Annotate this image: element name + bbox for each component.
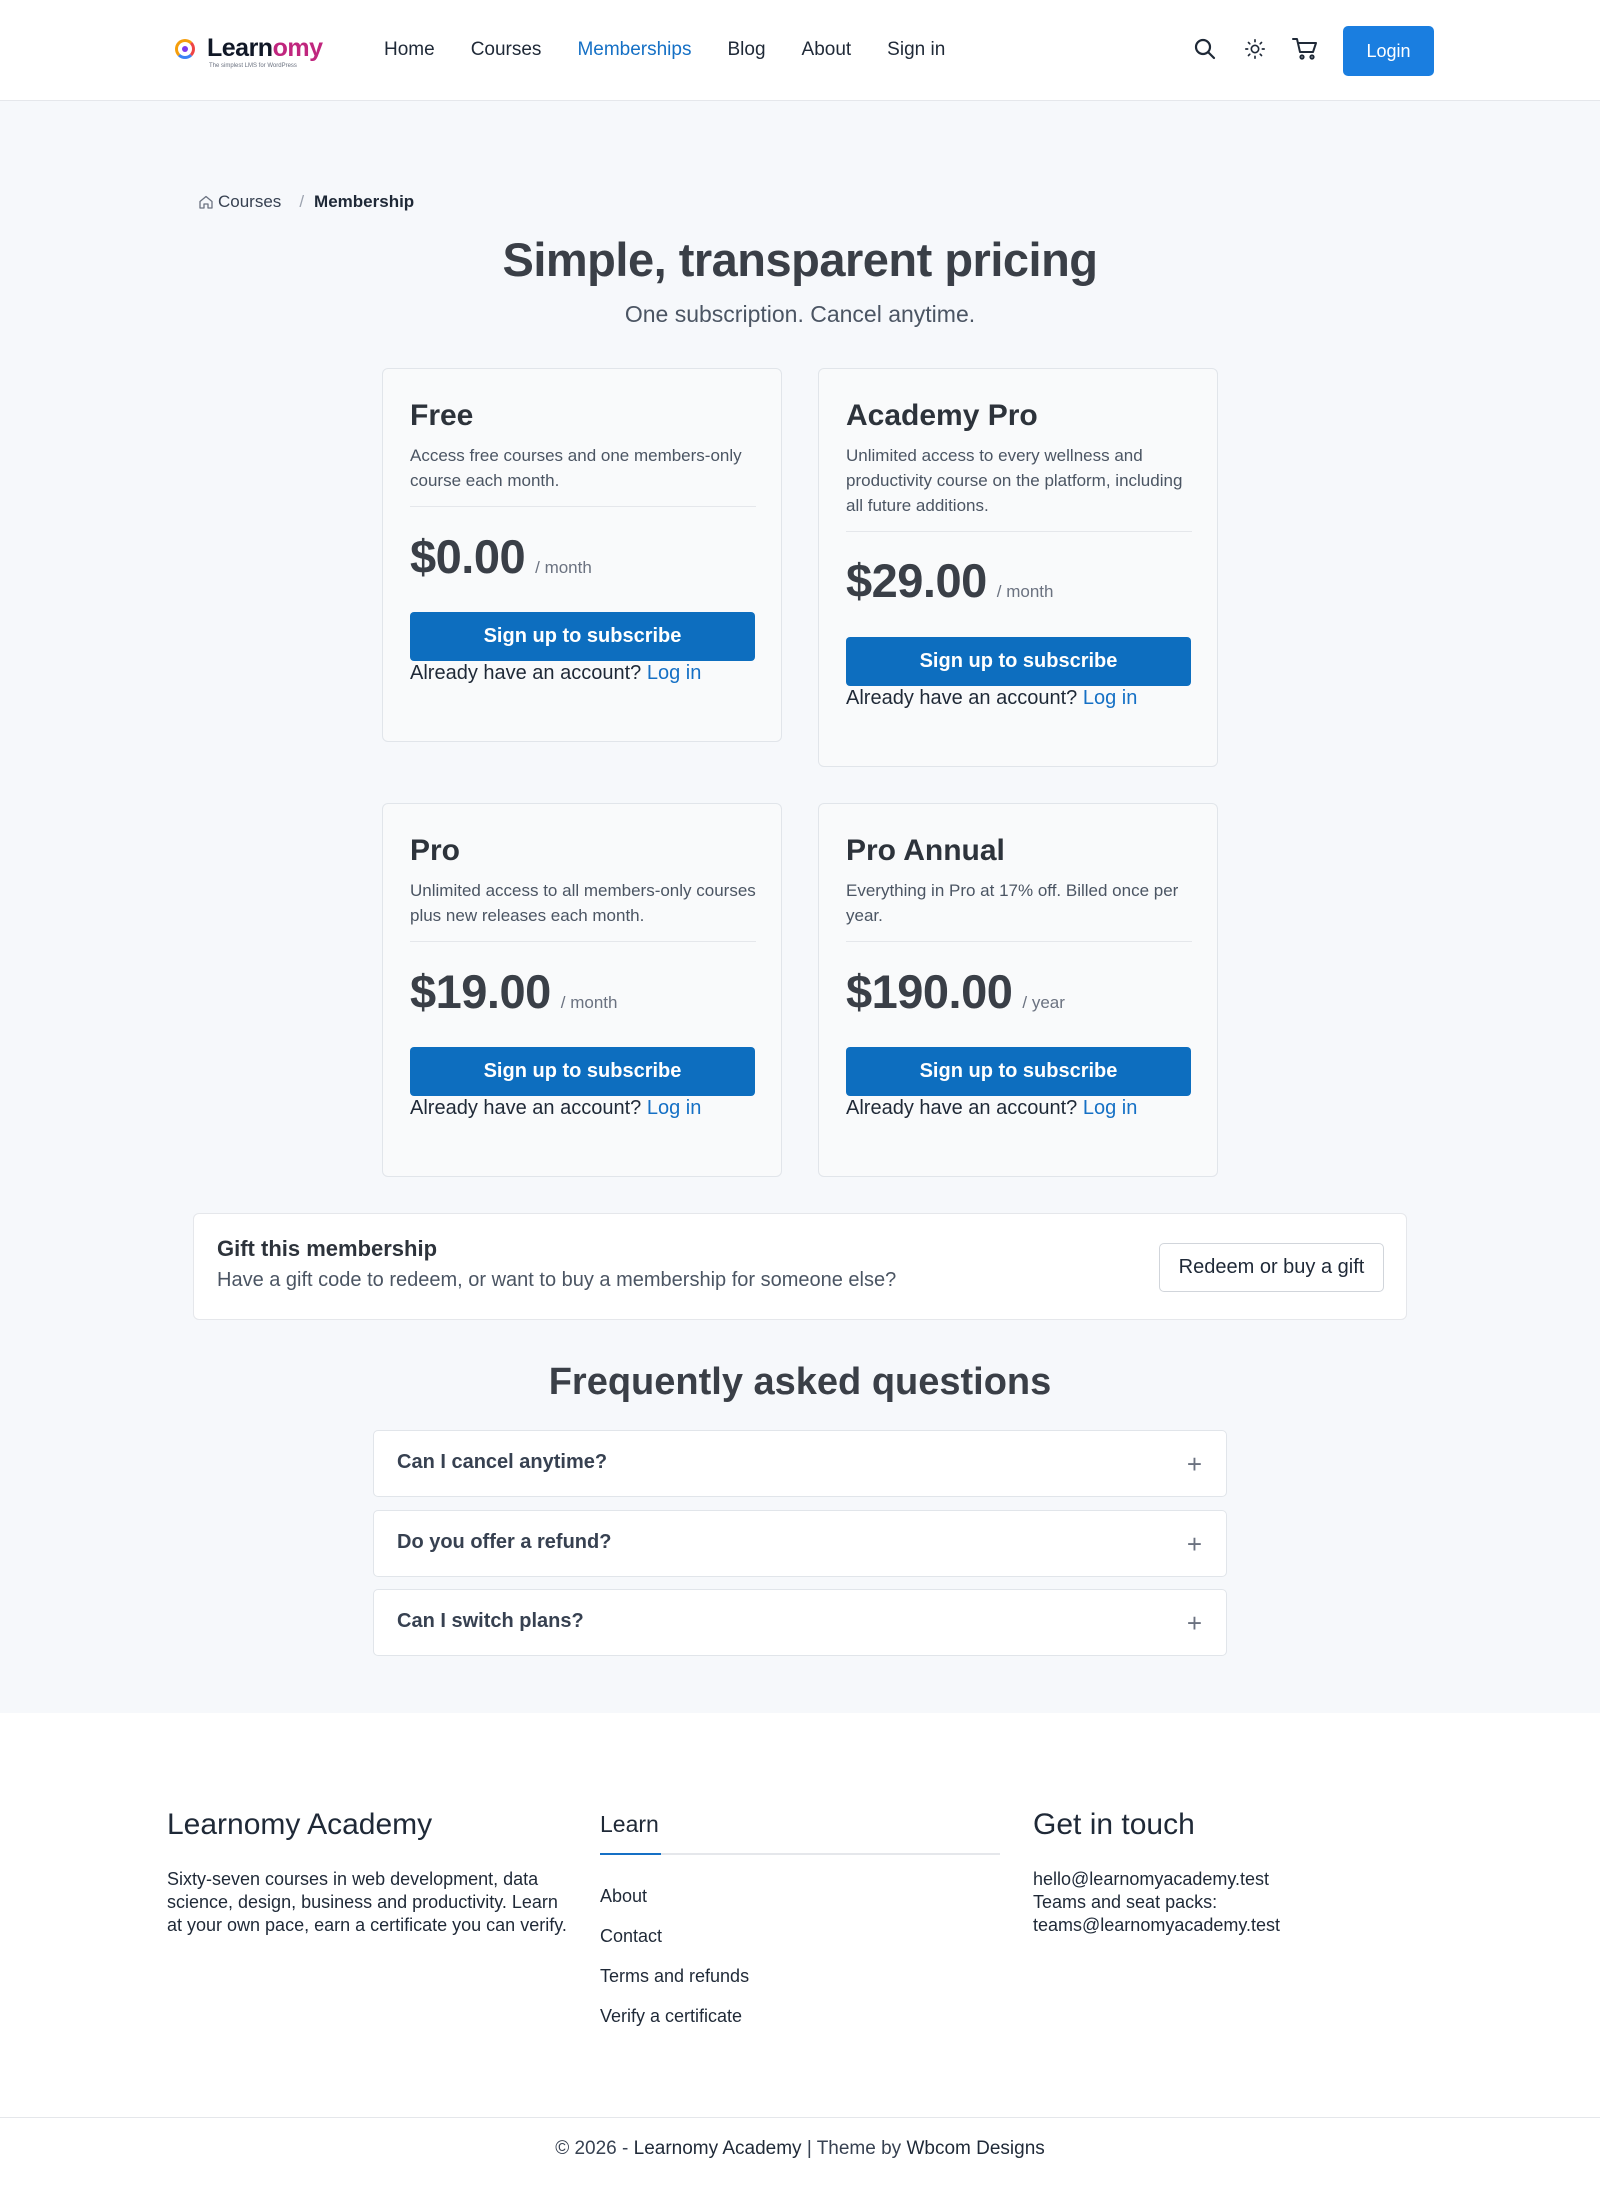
nav-home[interactable]: Home bbox=[384, 39, 435, 60]
header-actions bbox=[1190, 34, 1340, 64]
faq-item[interactable] bbox=[373, 1510, 1227, 1577]
redeem-gift-button[interactable]: Redeem or buy a gift bbox=[1159, 1243, 1384, 1292]
search-icon[interactable] bbox=[1190, 34, 1220, 64]
login-link[interactable]: Log in bbox=[646, 1097, 702, 1119]
contact-teams-label: Teams and seat packs: bbox=[1033, 1892, 1218, 1912]
breadcrumb-courses[interactable]: Courses bbox=[218, 192, 282, 211]
faq-question: Do you offer a refund? bbox=[397, 1531, 612, 1553]
main-content bbox=[0, 101, 1600, 1713]
plan-period: / month bbox=[996, 582, 1054, 601]
nav-blog[interactable]: Blog bbox=[727, 39, 766, 60]
footer-contact-title: Get in touch bbox=[1033, 1808, 1195, 1841]
breadcrumb-separator: / bbox=[299, 192, 305, 211]
account-prompt: Already have an account? Log in bbox=[410, 1097, 702, 1119]
plan-price: $29.00 bbox=[846, 554, 987, 607]
footer-brand-description: Sixty-seven courses in web development, data science, design, business and productivity. Learn at your own pace, earn a certificate you can verify. bbox=[167, 1869, 567, 1935]
faq-question: Can I switch plans? bbox=[397, 1610, 584, 1632]
plan-divider bbox=[846, 531, 1192, 532]
account-prompt: Already have an account? Log in bbox=[846, 687, 1138, 709]
plan-card-academy-pro bbox=[818, 368, 1218, 767]
plan-price: $0.00 bbox=[410, 530, 526, 583]
plus-icon[interactable]: + bbox=[1186, 1449, 1202, 1479]
plan-price-row bbox=[846, 964, 1065, 1019]
logo-icon bbox=[175, 39, 195, 59]
subscribe-button[interactable]: Sign up to subscribe bbox=[846, 637, 1191, 686]
plan-period: / month bbox=[535, 558, 592, 577]
footer-learn-title: Learn bbox=[600, 1811, 659, 1837]
faq-question: Can I cancel anytime? bbox=[397, 1451, 608, 1473]
footer-learn-links bbox=[600, 1876, 749, 2036]
plan-description: Unlimited access to all members-only courses plus new releases each month. bbox=[410, 881, 756, 925]
footer-link-verify[interactable]: Verify a certificate bbox=[600, 2006, 743, 2026]
footer-contact bbox=[1033, 1868, 1280, 1937]
plan-name: Pro Annual bbox=[846, 834, 1005, 867]
plan-divider bbox=[846, 941, 1192, 942]
plan-price-row bbox=[410, 964, 617, 1019]
subscribe-button[interactable]: Sign up to subscribe bbox=[410, 1047, 755, 1096]
footer-link-contact[interactable]: Contact bbox=[600, 1926, 663, 1946]
nav-courses[interactable]: Courses bbox=[470, 39, 542, 60]
plan-description: Unlimited access to every wellness and productivity course on the platform, including all future additions. bbox=[846, 446, 1183, 515]
page-subtitle: One subscription. Cancel anytime. bbox=[624, 301, 976, 327]
cart-icon[interactable] bbox=[1290, 34, 1320, 64]
login-button[interactable]: Login bbox=[1343, 26, 1434, 76]
breadcrumb-current: Membership bbox=[314, 192, 415, 211]
plan-name: Academy Pro bbox=[846, 399, 1038, 432]
plan-divider bbox=[410, 506, 756, 507]
login-link[interactable]: Log in bbox=[1082, 1097, 1138, 1119]
footer-link-terms[interactable]: Terms and refunds bbox=[600, 1966, 750, 1986]
gift-subtitle: Have a gift code to redeem, or want to buy a membership for someone else? bbox=[217, 1269, 897, 1291]
plus-icon[interactable]: + bbox=[1186, 1529, 1202, 1559]
main-nav bbox=[384, 38, 981, 62]
plan-card-free bbox=[382, 368, 782, 742]
copyright-brand[interactable]: Learnomy Academy bbox=[633, 2138, 802, 2159]
plus-icon[interactable]: + bbox=[1186, 1608, 1202, 1638]
logo-tagline: The simplest LMS for WordPress bbox=[209, 63, 297, 69]
plan-description: Access free courses and one members-only course each month. bbox=[410, 446, 742, 490]
nav-about[interactable]: About bbox=[801, 39, 852, 60]
nav-memberships[interactable]: Memberships bbox=[577, 39, 692, 60]
subscribe-button[interactable]: Sign up to subscribe bbox=[410, 612, 755, 661]
gift-title: Gift this membership bbox=[217, 1236, 438, 1261]
nav-sign-in[interactable]: Sign in bbox=[887, 39, 946, 60]
faq-title: Frequently asked questions bbox=[548, 1361, 1052, 1403]
logo-text: Learnomy bbox=[207, 34, 323, 62]
account-prompt: Already have an account? Log in bbox=[410, 662, 702, 684]
theme-credit-link[interactable]: Wbcom Designs bbox=[906, 2138, 1045, 2159]
site-header bbox=[0, 0, 1600, 101]
plan-period: / month bbox=[560, 993, 618, 1012]
plan-divider bbox=[410, 941, 756, 942]
gift-membership-panel bbox=[193, 1213, 1407, 1320]
faq-item[interactable] bbox=[373, 1430, 1227, 1497]
plan-price-row bbox=[410, 529, 592, 584]
faq-item[interactable] bbox=[373, 1589, 1227, 1656]
site-logo[interactable] bbox=[175, 34, 323, 69]
login-link[interactable]: Log in bbox=[1082, 687, 1138, 709]
plan-price: $19.00 bbox=[410, 965, 551, 1018]
footer-brand-title: Learnomy Academy bbox=[167, 1808, 433, 1841]
plan-name: Free bbox=[410, 399, 474, 432]
contact-teams-email[interactable]: teams@learnomyacademy.test bbox=[1033, 1915, 1281, 1935]
subscribe-button[interactable]: Sign up to subscribe bbox=[846, 1047, 1191, 1096]
breadcrumb bbox=[198, 192, 414, 212]
plan-price-row bbox=[846, 553, 1053, 608]
account-prompt: Already have an account? Log in bbox=[846, 1097, 1138, 1119]
footer-learn-divider bbox=[600, 1853, 1000, 1855]
plan-price: $190.00 bbox=[846, 965, 1013, 1018]
site-footer bbox=[0, 1713, 1600, 2185]
contact-email[interactable]: hello@learnomyacademy.test bbox=[1033, 1869, 1270, 1889]
plan-name: Pro bbox=[410, 834, 461, 867]
plan-period: / year bbox=[1022, 993, 1065, 1012]
plan-card-pro bbox=[382, 803, 782, 1177]
footer-copyright: © 2026 - Learnomy Academy | Theme by Wbcom Designs bbox=[0, 2117, 1600, 2185]
login-link[interactable]: Log in bbox=[646, 662, 702, 684]
footer-link-about[interactable]: About bbox=[600, 1886, 648, 1906]
plan-description: Everything in Pro at 17% off. Billed once per year. bbox=[846, 881, 1179, 925]
plan-card-pro-annual bbox=[818, 803, 1218, 1177]
page-title: Simple, transparent pricing bbox=[502, 233, 1098, 286]
home-icon bbox=[198, 194, 214, 210]
sun-icon[interactable] bbox=[1240, 34, 1270, 64]
